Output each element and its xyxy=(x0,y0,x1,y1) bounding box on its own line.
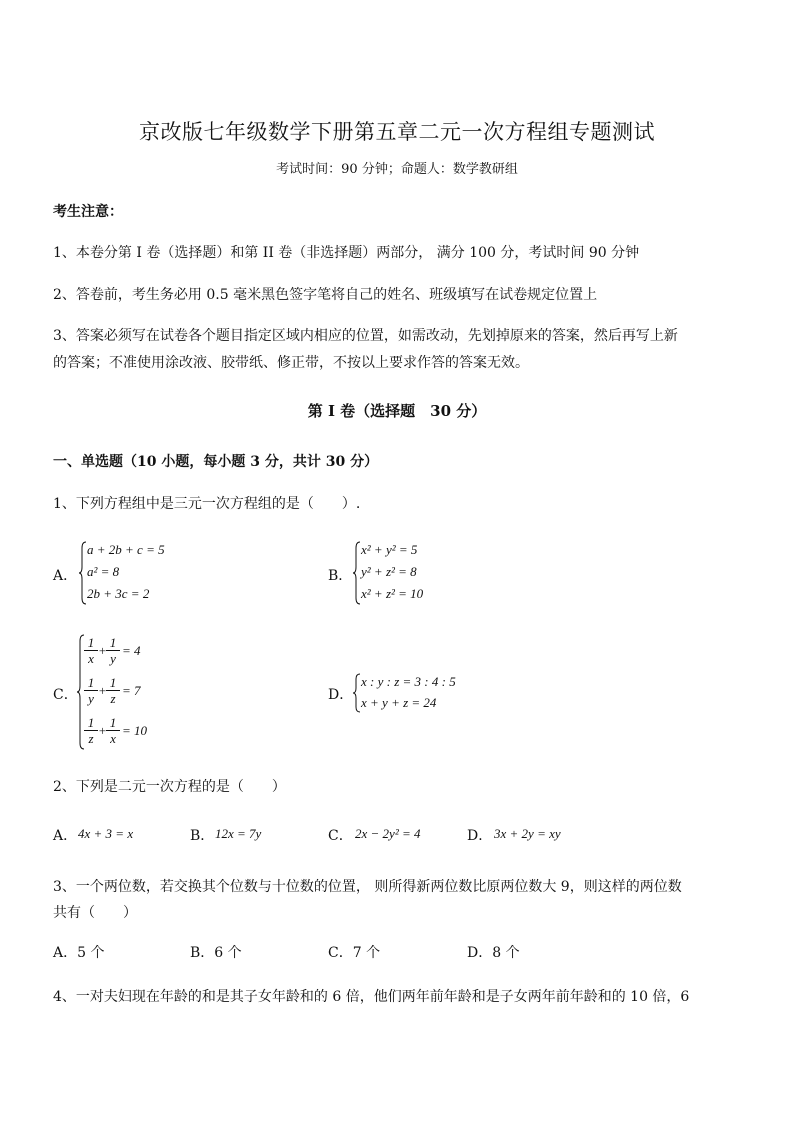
q1-d-equation-1: x : y : z = 3 : 4 : 5 xyxy=(361,674,456,689)
q1-c-row1-term1: $\frac{1}{x}$ xyxy=(84,635,98,666)
q1-b-equation-3: x² + z² = 10 xyxy=(361,586,424,601)
q1-a-equation-3: 2b + 3c = 2 xyxy=(87,586,150,601)
notice-item-2: 2、答卷前，考生务必用 0.5 毫米黑色签字笔将自己的姓名、班级填写在试卷规定位置上 xyxy=(53,287,598,303)
q1-option-b-label: B． xyxy=(328,568,353,584)
q1-c-row1-term2: $\frac{1}{y}$ xyxy=(106,635,120,666)
exam-info: 考试时间：90 分钟；命题人：数学教研组 xyxy=(276,162,518,177)
q2-option-a-expression: 4x + 3 = x xyxy=(78,826,134,841)
q1-option-a-system xyxy=(78,540,198,606)
q1-c-row2-term2: $\frac{1}{z}$ xyxy=(106,675,120,706)
q1-a-equation-2: a² = 8 xyxy=(87,564,120,579)
q1-c-row3-rhs: = 10 xyxy=(122,723,148,738)
q2-option-b-label: B． xyxy=(190,828,215,844)
notice-item-1: 1、本卷分第 I 卷（选择题）和第 II 卷（非选择题）两部分， 满分 100 分，考试时间 90 分钟 xyxy=(53,245,640,261)
q1-c-row2-rhs: = 7 xyxy=(122,683,141,698)
plus-sign: + xyxy=(98,723,107,738)
q2-option-d-label: D． xyxy=(467,828,493,844)
q1-c-row3-term1: $\frac{1}{z}$ xyxy=(84,715,98,746)
q1-c-row2-term1: $\frac{1}{y}$ xyxy=(84,675,98,706)
q1-option-d-label: D． xyxy=(328,687,354,703)
q1-option-c-label: C． xyxy=(53,687,78,703)
q1-d-equation-2: x + y + z = 24 xyxy=(361,695,437,710)
q2-option-c-label: C． xyxy=(328,828,353,844)
q3-option-b: B．6 个 xyxy=(190,945,242,961)
q1-b-equation-1: x² + y² = 5 xyxy=(361,542,418,557)
q1-option-a-label: A． xyxy=(53,568,78,584)
q2-option-c-expression: 2x − 2y² = 4 xyxy=(355,826,421,841)
q2-option-a-label: A． xyxy=(53,828,78,844)
notice-item-3-line-1: 3、答案必须写在试卷各个题目指定区域内相应的位置，如需改动，先划掉原来的答案，然后再写上新 xyxy=(53,328,678,344)
q1-c-row3-term2: $\frac{1}{x}$ xyxy=(106,715,120,746)
notice-item-3-line-2: 的答案；不准使用涂改液、胶带纸、修正带，不按以上要求作答的答案无效。 xyxy=(53,355,529,371)
q1-a-equation-1: a + 2b + c = 5 xyxy=(87,542,165,557)
question-3-stem-line-2: 共有（ ） xyxy=(53,905,137,921)
q1-c-row1-rhs: = 4 xyxy=(122,643,141,658)
plus-sign: + xyxy=(98,683,107,698)
question-2-stem: 2、下列是二元一次方程的是（ ） xyxy=(53,779,286,795)
q3-option-c: C．7 个 xyxy=(328,945,381,961)
part-heading: 一、单选题（10 小题，每小题 3 分，共计 30 分） xyxy=(53,454,379,470)
q1-option-c-system xyxy=(76,633,196,751)
q3-option-a: A．5 个 xyxy=(53,945,105,961)
notice-heading: 考生注意： xyxy=(53,204,123,220)
q3-option-d: D．8 个 xyxy=(467,945,520,961)
section-title: 第 I 卷（选择题 30 分） xyxy=(307,402,487,420)
question-4-stem-line-1: 4、一对夫妇现在年龄的和是其子女年龄和的 6 倍，他们两年前年龄和是子女两年前年龄和的 10 倍，6 xyxy=(53,989,690,1005)
q2-option-b-expression: 12x = 7y xyxy=(215,826,262,841)
q1-option-d-system xyxy=(352,672,482,714)
q1-option-b-system xyxy=(352,540,472,606)
q2-option-d-expression: 3x + 2y = xy xyxy=(494,826,561,841)
question-1-stem: 1、下列方程组中是三元一次方程组的是（ ）. xyxy=(53,496,361,512)
question-3-stem-line-1: 3、一个两位数，若交换其个位数与十位数的位置， 则所得新两位数比原两位数大 9，则这样的两位数 xyxy=(53,879,682,895)
q1-b-equation-2: y² + z² = 8 xyxy=(361,564,417,579)
page-title: 京改版七年级数学下册第五章二元一次方程组专题测试 xyxy=(139,120,655,144)
plus-sign: + xyxy=(98,643,107,658)
